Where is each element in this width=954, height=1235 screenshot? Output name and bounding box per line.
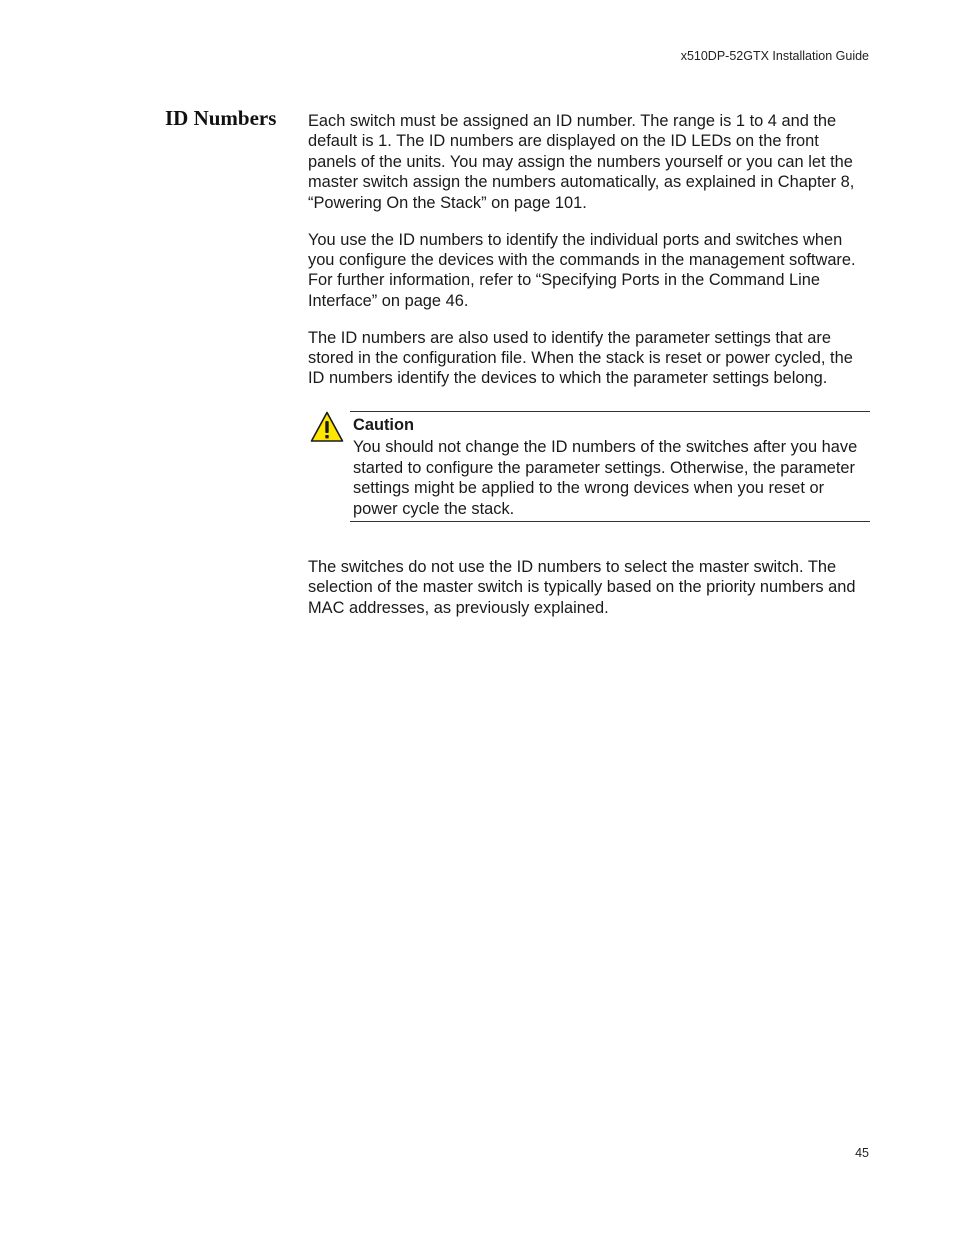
- body-column: [308, 111, 870, 635]
- paragraph-1: Each switch must be assigned an ID number. The range is 1 to 4 and the default is 1. The ID numbers are displayed on the ID LEDs on the front panels of the units. You may assign the numbers yourself or you can let the master switch assign the numbers automatically, as explained in Chapter 8, “Powering On the Stack” on page 101.: [308, 112, 855, 212]
- caution-box: [350, 411, 870, 522]
- paragraph-3: The ID numbers are also used to identify the parameter settings that are stored in the configuration file. When the stack is reset or power cycled, the ID numbers identify the devices to which the parameter settings belong.: [308, 328, 853, 388]
- caution-title: Caution: [353, 415, 415, 434]
- running-header: x510DP-52GTX Installation Guide: [680, 49, 869, 63]
- closing-paragraph: The switches do not use the ID numbers to select the master switch. The selection of the master switch is typically based on the priority numbers and MAC addresses, as previously explained.: [308, 557, 856, 617]
- warning-triangle-icon: [310, 411, 344, 443]
- section-heading: ID Numbers: [165, 106, 277, 130]
- caution-text: You should not change the ID numbers of the switches after you have started to configure the parameter settings. Otherwise, the parameter settings might be applied to the wrong devices when you reset or power cycle the stack.: [353, 438, 858, 518]
- caution-note: [308, 411, 870, 523]
- page-number: 45: [855, 1146, 869, 1160]
- paragraph-2: You use the ID numbers to identify the individual ports and switches when you configure the devices with the commands in the management software. For further information, refer to “Specifying Ports in the Command Line Interface” on page 46.: [308, 230, 856, 310]
